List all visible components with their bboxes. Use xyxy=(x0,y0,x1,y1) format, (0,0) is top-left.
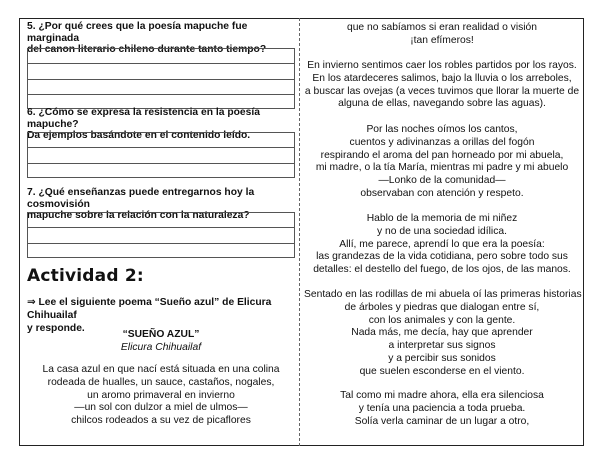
question-5-line-2: del canon literario chileno durante tanto tiempo? xyxy=(27,44,267,55)
poem-stanza: Hablo de la memoria de mi niñez y no de una sociedad idílica. Allí, me parece, aprendí lo que era la poesía: las grandezas de la vida cotidiana, pero sobre todo sus detalles: el destello del fuego, de los ojos, de las manos. xyxy=(313,213,571,276)
arrow-icon: ⇒ xyxy=(27,297,36,308)
poem-author: Elicura Chihuailaf xyxy=(120,342,202,353)
question-6-line-1: ¿Cómo se expresa la resistencia en la poesía mapuche? xyxy=(27,107,260,130)
answer-area-6[interactable] xyxy=(27,132,295,178)
question-5: 5. ¿Por qué crees que la poesía mapuche fue marginada del canon literario chileno durante tanto tiempo? xyxy=(27,21,295,56)
question-7-line-2: mapuche sobre la relación con la naturaleza? xyxy=(27,210,250,221)
answer-line[interactable] xyxy=(27,227,295,242)
column-divider xyxy=(299,18,300,446)
question-6: 6. ¿Cómo se expresa la resistencia en la poesía mapuche? Da ejemplos basándote en el contenido leído. xyxy=(27,107,295,142)
instruction-author: Elicura Chihuailaf xyxy=(27,297,272,321)
answer-line[interactable] xyxy=(27,132,295,147)
poem-stanza: Por las noches oímos los cantos, cuentos y adivinanzas a orillas del fogón respirando el aroma del pan horneado por mi abuela, mi madre, o la tía María, mientras mi padre y mi abuelo —Lonko de la comunidad— observaban con atención y respeto. xyxy=(315,124,569,199)
poem-title: “SUEÑO AZUL” xyxy=(122,329,200,340)
question-7: 7. ¿Qué enseñanzas puede entregarnos hoy la cosmovisión mapuche sobre la relación con la naturaleza? xyxy=(27,187,295,222)
question-5-line-1: ¿Por qué crees que la poesía mapuche fue marginada xyxy=(27,21,248,44)
answer-area-5[interactable] xyxy=(27,48,295,109)
activity-instruction: ⇒ Lee el siguiente poema “Sueño azul” de Elicura Chihuailaf y responde. xyxy=(27,297,272,334)
answer-line[interactable] xyxy=(27,147,295,162)
question-7-line-1: ¿Qué enseñanzas puede entregarnos hoy la cosmovisión xyxy=(27,187,255,210)
answer-line[interactable] xyxy=(27,212,295,227)
question-6-line-2: Da ejemplos basándote en el contenido leído. xyxy=(27,130,251,141)
answer-line[interactable] xyxy=(27,243,295,258)
answer-line[interactable] xyxy=(27,163,295,178)
answer-line[interactable] xyxy=(27,48,295,63)
poem-stanza-left: La casa azul en que nací está situada en una colina rodeada de hualles, un sauce, castaños, nogales, un aromo primaveral en invierno —un sol con dulzor a miel de ulmos— chilcos rodeados a su vez de picaflores xyxy=(42,364,280,427)
activity-title: Actividad 2: xyxy=(27,266,144,286)
answer-line[interactable] xyxy=(27,79,295,94)
poem-stanza: Sentado en las rodillas de mi abuela oí las primeras historias de árboles y piedras que dialogan entre sí, con los animales y con la gente. Nada más, me decía, hay que aprender a interpretar sus signos y a percibir sus sonidos que suelen esconderse en el viento. xyxy=(304,289,582,377)
poem-stanza: En invierno sentimos caer los robles partidos por los rayos. En los atardeceres salimos, bajo la lluvia o los arreboles, a buscar las ovejas (a veces tuvimos que llorar la muerte de alguna de ellas, navegando sobre las aguas). xyxy=(304,60,580,110)
answer-line[interactable] xyxy=(27,63,295,78)
poem-stanza: Tal como mi madre ahora, ella era silenciosa y tenía una paciencia a toda prueba. Solía verla caminar de un lugar a otro, xyxy=(340,390,544,427)
answer-area-7[interactable] xyxy=(27,212,295,258)
poem-stanza: que no sabíamos si eran realidad o visión ¡tan efímeros! xyxy=(346,22,538,46)
